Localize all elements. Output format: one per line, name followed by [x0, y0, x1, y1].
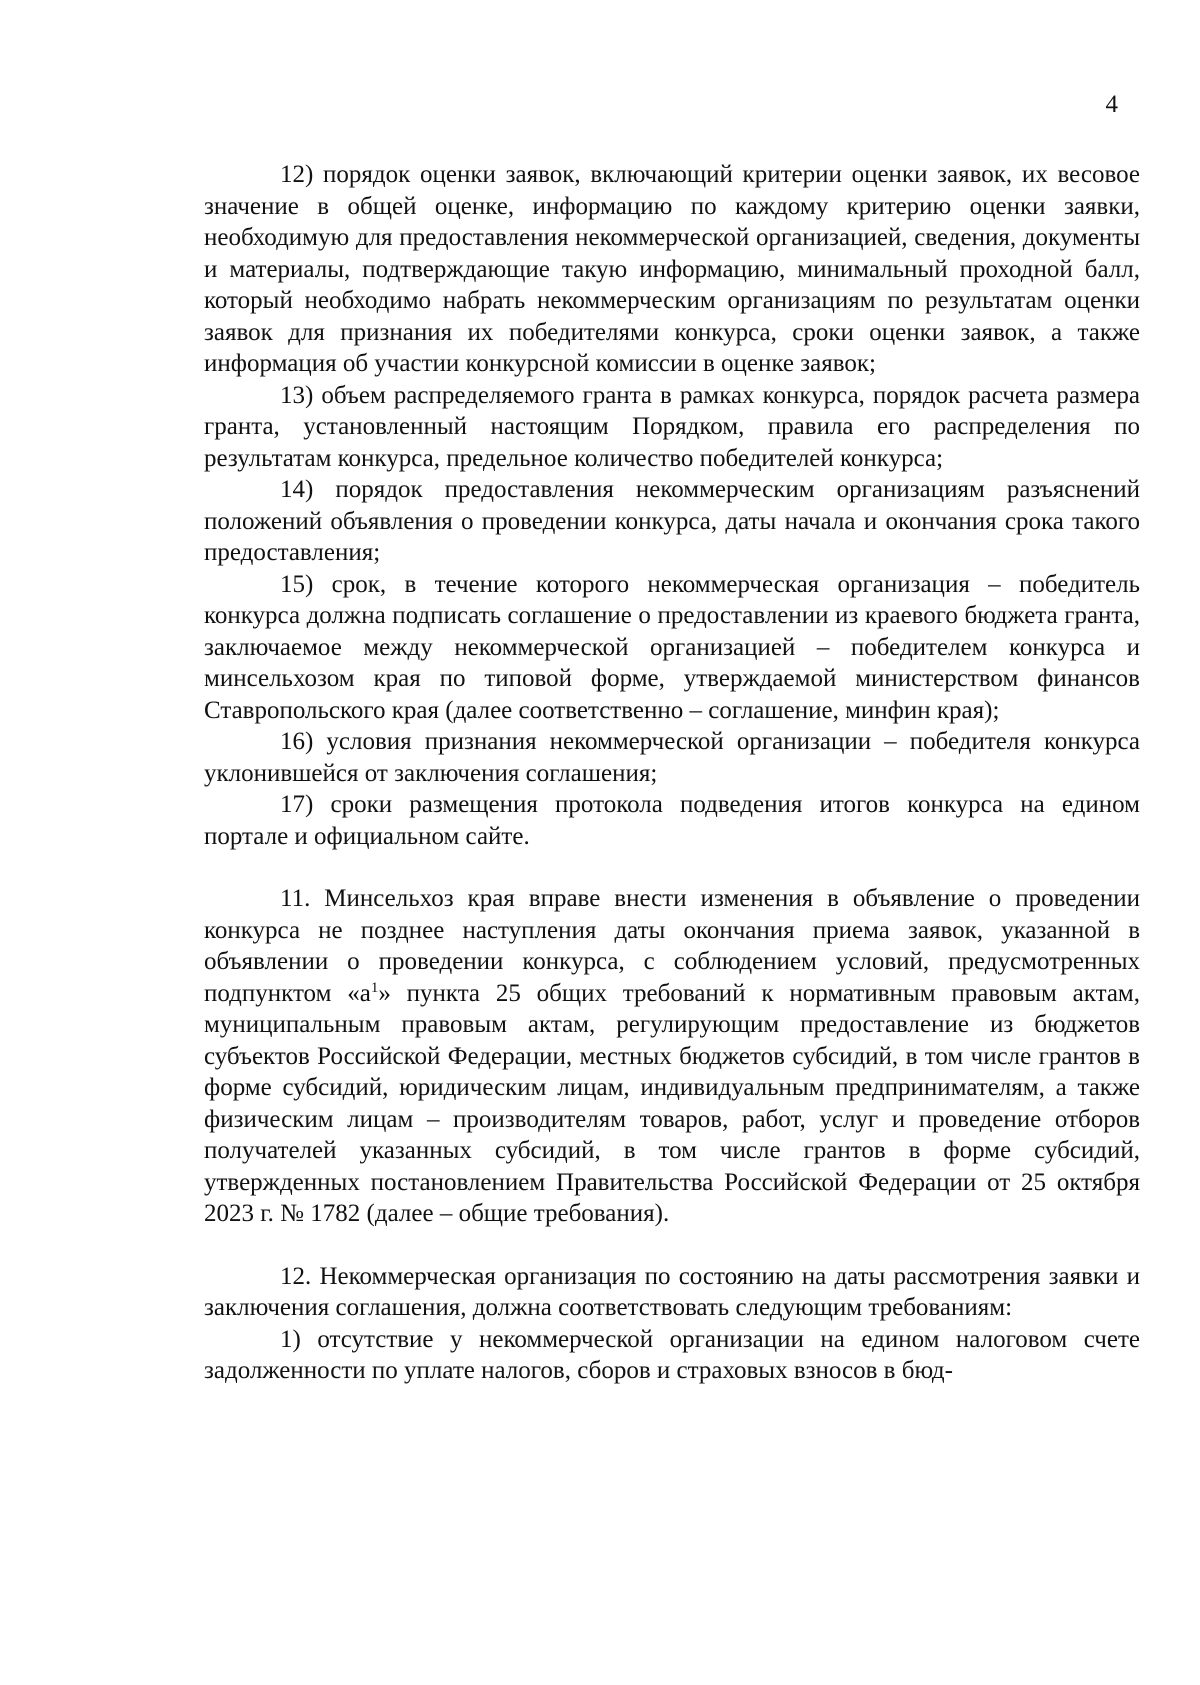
section-11-paragraph [204, 883, 1140, 1230]
list-item-15: 15) срок, в течение которого некоммерческая организация – победитель конкурса должна подписать соглашение о предоставлении из краевого бюджета гранта, заключаемое между некоммерческой организацией – победителем конкурса и минсельхозом края по типовой форме, утверждаемой министерством финансов Ставропольского края (далее соответственно – соглашение, минфин края); [204, 570, 1140, 724]
requirement-item-1: 1) отсутствие у некоммерческой организации на едином налоговом счете задолженности по уплате налогов, сборов и страховых взносов в бюд- [204, 1325, 1140, 1384]
list-item-17: 17) сроки размещения протокола подведения итогов конкурса на едином портале и официальном сайте. [204, 791, 1140, 850]
paragraph-gap [204, 852, 1140, 883]
document-body [204, 159, 1140, 1387]
paragraph-gap [204, 1230, 1140, 1261]
list-item-14: 14) порядок предоставления некоммерческим организациям разъяснений положений объявления о проведении конкурса, даты начала и окончания срока такого предоставления; [204, 476, 1140, 566]
list-item-13: 13) объем распределяемого гранта в рамках конкурса, порядок расчета размера гранта, установленный настоящим Порядком, правила его распределения по результатам конкурса, предельное количество победителей конкурса; [204, 381, 1140, 472]
section-11-text-end: » пункта 25 общих требований к нормативным правовым актам, муниципальным правовым актам, регулирующим предоставление из бюджетов субъектов Российской Федерации, местных бюджетов субсидий, в том числе грантов в форме субсидий, юридическим лицам, индивидуальным предпринимателям, а также физическим лицам – производителям товаров, работ, услуг и проведение отборов получателей указанных субсидий, в том числе грантов в форме субсидий, утвержденных постановлением Правительства Российской Федерации от 25 октября 2023 г. № 1782 (далее – общие требования). [204, 979, 1140, 1227]
list-item-12: 12) порядок оценки заявок, включающий критерии оценки заявок, их весовое значение в общей оценке, информацию по каждому критерию оценки заявки, необходимую для предоставления некоммерческой организацией, сведения, документы и материалы, подтверждающие такую информацию, минимальный проходной балл, который необходимо набрать некоммерческим организациям по результатам оценки заявок для признания их победителями конкурса, сроки оценки заявок, а также информация об участии конкурсной комиссии в оценке заявок; [204, 161, 1140, 377]
section-12-paragraph: 12. Некоммерческая организация по состоянию на даты рассмотрения заявки и заключения соглашения, должна соответствовать следующим требованиям: [204, 1262, 1140, 1321]
page-number: 4 [1105, 91, 1118, 118]
list-item-16: 16) условия признания некоммерческой организации – победителя конкурса уклонившейся от заключения соглашения; [204, 728, 1140, 787]
superscript-one: 1 [370, 979, 379, 996]
section-11-text-start: 11. Минсельхоз края вправе внести изменения в объявление о проведении конкурса не позднее наступления даты окончания приема заявок, указанной в объявлении о проведении конкурса, с соблюдением условий, предусмотренных подпунктом «а [204, 885, 1140, 1007]
